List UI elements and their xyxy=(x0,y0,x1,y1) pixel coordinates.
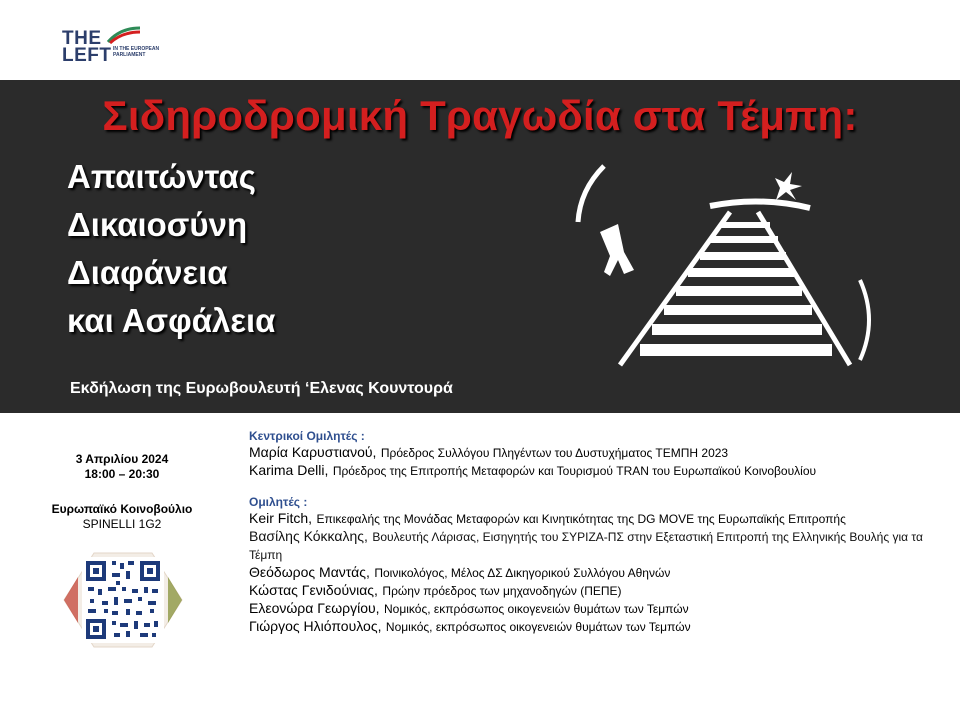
event-room: SPINELLI 1G2 xyxy=(82,517,162,531)
speaker-name: Θεόδωρος Μαντάς, xyxy=(249,564,370,580)
speaker-desc: Πρόεδρος της Επιτροπής Μεταφορών και Τουρισμού TRAN του Ευρωπαϊκού Κοινοβουλίου xyxy=(332,464,817,478)
speaker-desc: Πρώην πρόεδρος των μηχανοδηγών (ΠΕΠΕ) xyxy=(382,584,622,598)
speaker-row xyxy=(249,600,949,618)
speaker-name: Κώστας Γενιδούνιας, xyxy=(249,582,378,598)
speaker-row xyxy=(249,510,949,528)
page-title: Σιδηροδρομική Τραγωδία στα Τέμπη: xyxy=(102,92,858,139)
logo-line2: LEFT xyxy=(62,45,112,66)
speaker-desc: Πρόεδρος Συλλόγου Πληγέντων του Δυστυχήματος ΤΕΜΠΗ 2023 xyxy=(380,446,729,460)
speaker-desc: Νομικός, εκπρόσωπος οικογενειών θυμάτων των Τεμπών xyxy=(384,602,689,616)
qr-code[interactable] xyxy=(58,545,188,655)
speaker-desc: Βουλευτής Λάρισας, Εισηγητής του ΣΥΡΙΖΑ-ΠΣ στην Εξεταστική Επιτροπή της Ελληνικής Βουλής για τα Τέμπη xyxy=(249,530,923,562)
event-venue: Ευρωπαϊκό Κοινοβούλιο xyxy=(51,502,193,516)
logo-line1: THE xyxy=(62,28,102,49)
keynote-section xyxy=(249,429,949,480)
subtitle-line-3: Διαφάνεια xyxy=(67,254,228,291)
speakers-label: Ομιλητές : xyxy=(249,495,308,509)
keynote-speaker-row xyxy=(249,444,949,462)
event-time: 18:00 – 20:30 xyxy=(84,467,160,481)
speaker-row xyxy=(249,564,949,582)
speaker-name: Keir Fitch, xyxy=(249,510,313,526)
keynote-label: Κεντρικοί Ομιλητές : xyxy=(249,429,365,443)
speaker-name: Μαρία Καρυστιανού, xyxy=(249,444,377,460)
subtitle-line-4: και Ασφάλεια xyxy=(67,302,276,339)
railway-tracks-illustration xyxy=(560,160,880,375)
speaker-name: Karima Delli, xyxy=(249,462,329,478)
event-location xyxy=(36,502,208,532)
speaker-row xyxy=(249,618,949,636)
speaker-row xyxy=(249,582,949,600)
speakers-section xyxy=(249,495,949,636)
speaker-name: Ελεονώρα Γεωργίου, xyxy=(249,600,380,616)
event-datetime xyxy=(36,452,208,482)
speaker-desc: Ποινικολόγος, Μέλος ΔΣ Δικηγορικού Συλλόγου Αθηνών xyxy=(374,566,671,580)
subtitle-block xyxy=(67,153,275,345)
speaker-name: Βασίλης Κόκκαλης, xyxy=(249,528,368,544)
speaker-desc: Νομικός, εκπρόσωπος οικογενειών θυμάτων των Τεμπών xyxy=(385,620,691,634)
speaker-name: Γιώργος Ηλιόπουλος, xyxy=(249,618,382,634)
logo-subtitle: IN THE EUROPEAN PARLIAMENT xyxy=(113,46,160,58)
subtitle-line-2: Δικαιοσύνη xyxy=(67,206,248,243)
keynote-speaker-row xyxy=(249,462,949,480)
logo-flag-icon xyxy=(106,26,142,44)
event-host-line: Εκδήλωση της Ευρωβουλευτή ‘Ελενας Κουντουρά xyxy=(70,380,453,397)
speaker-desc: Επικεφαλής της Μονάδας Μεταφορών και Κινητικότητας της DG MOVE της Ευρωπαϊκής Επιτροπής xyxy=(316,512,846,526)
subtitle-line-1: Απαιτώντας xyxy=(67,158,256,195)
speaker-row xyxy=(249,528,929,564)
event-date: 3 Απριλίου 2024 xyxy=(75,452,169,466)
the-left-logo xyxy=(62,26,162,68)
